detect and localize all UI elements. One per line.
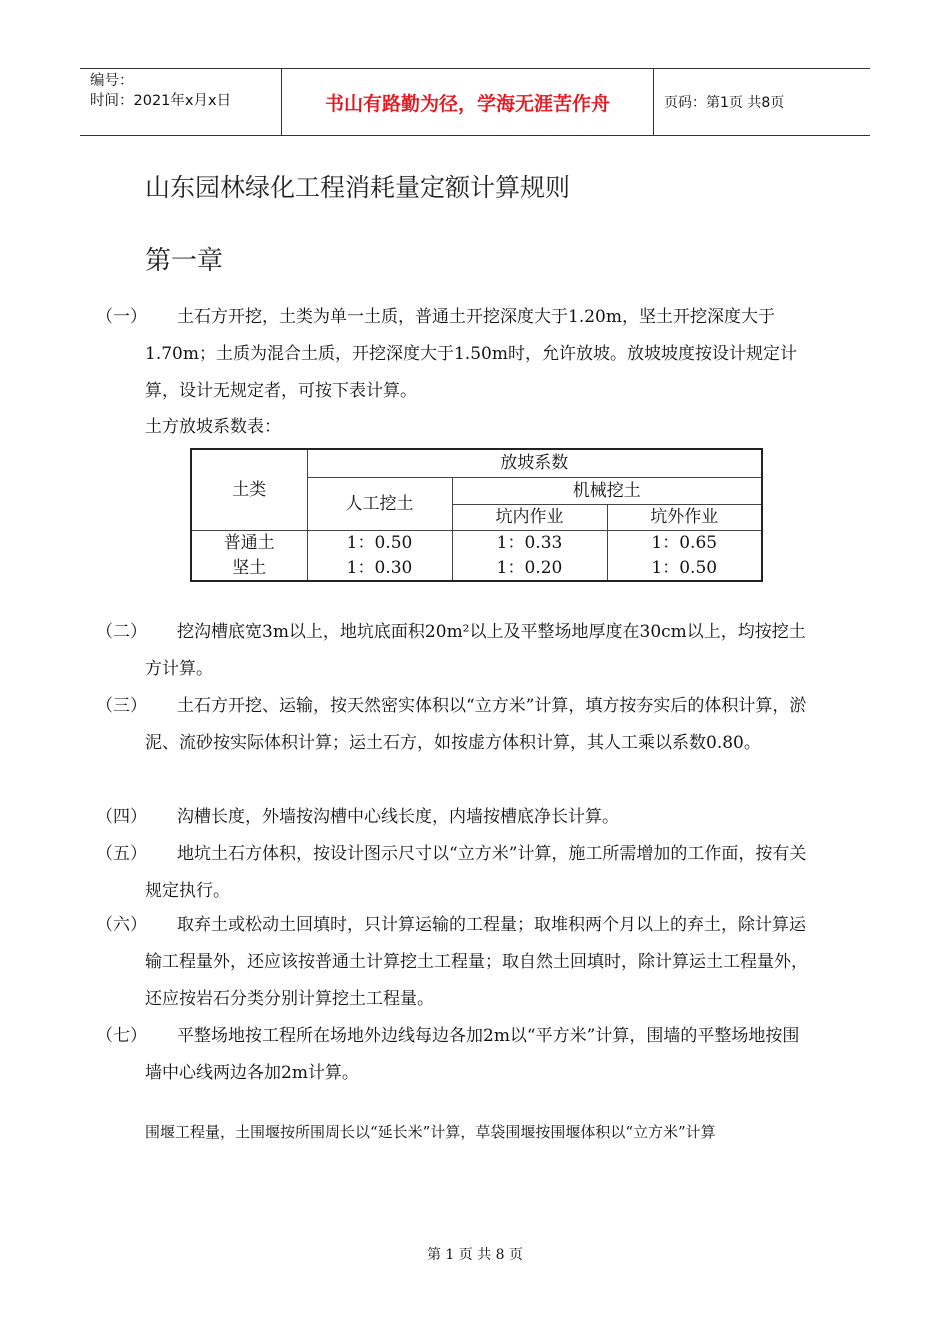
cell-outside: 1：0.50 (607, 556, 762, 581)
header-motto: 书山有路勤为径，学海无涯苦作舟 (281, 69, 654, 135)
header-slope-coefficient: 放坡系数 (307, 449, 762, 477)
rule-item-number: （七） (96, 1026, 147, 1046)
document-title: 山东园林绿化工程消耗量定额计算规则 (145, 173, 571, 202)
cofferdam-note: 围堰工程量，土围堰按所围周长以“延长米”计算，草袋围堰按围堰体积以“立方米”计算 (145, 1123, 716, 1141)
rule-item-text: 取弃土或松动土回填时，只计算运输的工程量；取堆积两个月以上的弃土，除计算运输工程量外，还应该按普通土计算挖土工程量；取自然土回填时，除计算运土工程量外，还应按岩石分类分别计算挖土工程量。 (145, 915, 808, 1009)
header-manual-digging: 人工挖土 (307, 477, 452, 530)
cell-inside: 1：0.20 (452, 556, 607, 581)
rule-item-number: （六） (96, 915, 147, 935)
header-machine-digging: 机械挖土 (452, 477, 762, 504)
rule-item-6 (96, 907, 816, 1018)
table-row (191, 530, 762, 556)
rule-item-number: （一） (96, 307, 147, 327)
rule-item-text: 土石方开挖、运输，按天然密实体积以“立方米”计算，填方按夯实后的体积计算，淤泥、流砂按实际体积计算；运土石方，如按虚方体积计算，其人工乘以系数0.80。 (145, 696, 807, 753)
rule-item-text: 平整场地按工程所在场地外边线每边各加2m以“平方米”计算，围墙的平整场地按围墙中心线两边各加2m计算。 (145, 1026, 800, 1083)
rule-item-7 (96, 1018, 816, 1092)
slope-coefficient-table (190, 448, 763, 582)
header-meta (80, 69, 281, 135)
header-soil-type: 土类 (191, 449, 307, 530)
document-header (80, 68, 870, 136)
cell-outside: 1：0.65 (607, 530, 762, 556)
rule-item-number: （五） (96, 844, 147, 864)
page-footer: 第 1 页 共 8 页 (426, 1247, 524, 1263)
rule-item-text: 沟槽长度，外墙按沟槽中心线长度，内墙按槽底净长计算。 (177, 807, 619, 827)
rule-item-number: （三） (96, 696, 147, 716)
rule-item-4 (96, 799, 816, 836)
header-outside-pit: 坑外作业 (607, 504, 762, 530)
cell-inside: 1：0.33 (452, 530, 607, 556)
rule-item-number: （二） (96, 622, 147, 642)
header-number-label: 编号： (90, 73, 134, 89)
header-page-info: 页码：第1页 共8页 (664, 95, 785, 111)
cell-manual: 1：0.30 (307, 556, 452, 581)
rule-item-3 (96, 688, 816, 762)
rule-item-1 (96, 299, 816, 410)
rule-item-text: 土石方开挖，土类为单一土质，普通土开挖深度大于1.20m，坚土开挖深度大于1.70m；土质为混合土质，开挖深度大于1.50m时，允许放坡。放坡坡度按设计规定计算，设计无规定者，可按下表计算。 (145, 307, 797, 401)
rule-item-5 (96, 836, 816, 910)
rule-item-2 (96, 614, 816, 688)
chapter-heading: 第一章 (145, 246, 224, 276)
cell-soil: 普通土 (191, 530, 307, 556)
cell-soil: 坚土 (191, 556, 307, 581)
rule-item-text: 挖沟槽底宽3m以上，地坑底面积20m²以上及平整场地厚度在30cm以上，均按挖土方计算。 (145, 622, 806, 679)
table-row (191, 556, 762, 581)
table-caption: 土方放坡系数表： (145, 417, 281, 437)
header-inside-pit: 坑内作业 (452, 504, 607, 530)
rule-item-number: （四） (96, 807, 147, 827)
rule-item-text: 地坑土石方体积，按设计图示尺寸以“立方米”计算，施工所需增加的工作面，按有关规定执行。 (145, 844, 807, 901)
cell-manual: 1：0.50 (307, 530, 452, 556)
header-time-label: 时间：2021年x月x日 (90, 93, 232, 109)
